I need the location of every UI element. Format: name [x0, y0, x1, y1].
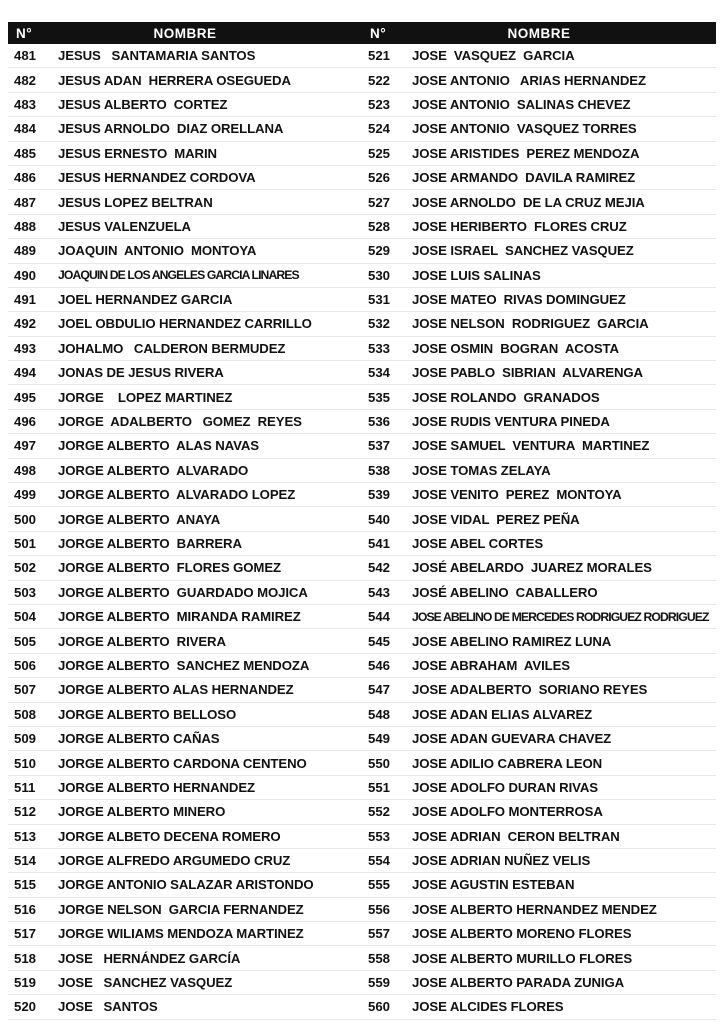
table-row	[8, 971, 362, 995]
row-number: 501	[14, 536, 37, 551]
row-name: JOSE ABRAHAM AVILES	[412, 657, 570, 673]
row-number: 544	[368, 609, 391, 625]
row-number: 516	[14, 901, 37, 917]
table-row	[362, 654, 716, 678]
row-name: JOHALMO CALDERON BERMUDEZ	[58, 340, 286, 356]
table-row	[362, 312, 716, 336]
row-name: JORGE LOPEZ MARTINEZ	[58, 389, 233, 405]
left-rows	[8, 44, 362, 1020]
table-header	[362, 22, 716, 44]
row-number: 531	[368, 292, 391, 308]
table-row	[362, 239, 716, 263]
row-name: JOSE ABELINO DE MERCEDES RODRIGUEZ RODRIGUEZ	[412, 609, 709, 624]
row-number: 490	[14, 267, 37, 283]
row-name: JOSE ADOLFO MONTERROSA	[412, 804, 603, 820]
row-name: JORGE ALBERTO SANCHEZ MENDOZA	[58, 657, 310, 673]
table-row	[8, 776, 362, 800]
row-name: JOSE ARNOLDO DE LA CRUZ MEJIA	[412, 194, 645, 210]
row-number: 530	[368, 267, 391, 283]
row-number: 514	[14, 853, 37, 869]
row-number: 541	[368, 536, 391, 551]
row-number: 526	[368, 170, 391, 186]
table-row	[8, 385, 362, 409]
table-row	[8, 678, 362, 702]
row-number: 506	[14, 657, 37, 673]
table-row	[8, 312, 362, 336]
table-row	[8, 995, 362, 1019]
row-name: JOSE ALBERTO MURILLO FLORES	[412, 950, 633, 966]
row-name: JOSE ISRAEL SANCHEZ VASQUEZ	[412, 243, 634, 259]
table-row	[8, 507, 362, 531]
row-name: JORGE ADALBERTO GOMEZ REYES	[58, 414, 302, 430]
row-number: 539	[368, 487, 391, 503]
row-number: 489	[14, 243, 37, 259]
row-name: JORGE ALBERTO GUARDADO MOJICA	[58, 584, 308, 600]
table-row	[8, 581, 362, 605]
row-number: 498	[14, 462, 37, 478]
table-row	[362, 873, 716, 897]
row-number: 559	[368, 975, 391, 991]
number-header: N°	[370, 25, 387, 41]
row-number: 553	[368, 828, 391, 844]
table-row	[8, 459, 362, 483]
row-number: 537	[368, 438, 391, 454]
row-number: 503	[14, 584, 37, 600]
row-number: 520	[14, 999, 37, 1015]
table-row	[362, 751, 716, 775]
row-number: 521	[368, 48, 391, 64]
row-number: 543	[368, 584, 391, 600]
row-name: JOSE ALBERTO PARADA ZUNIGA	[412, 975, 625, 991]
row-number: 500	[14, 511, 37, 527]
row-number: 534	[368, 365, 391, 381]
row-name: JOSE VIDAL PEREZ PEÑA	[412, 511, 580, 527]
table-row	[362, 727, 716, 751]
table-row	[362, 215, 716, 239]
row-number: 548	[368, 706, 391, 722]
table-row	[8, 44, 362, 68]
row-name: JOSE LUIS SALINAS	[412, 267, 541, 283]
table-row	[8, 434, 362, 458]
row-number: 551	[368, 779, 391, 795]
row-number: 483	[14, 96, 37, 112]
row-name: JOSE RUDIS VENTURA PINEDA	[412, 414, 610, 430]
row-number: 513	[14, 828, 37, 844]
row-name: JOSÉ ABELINO CABALLERO	[412, 584, 598, 600]
row-name: JORGE ALBERTO BARRERA	[58, 536, 242, 551]
row-name: JORGE ALBERTO RIVERA	[58, 633, 226, 649]
row-name: JOSE ANTONIO ARIAS HERNANDEZ	[412, 72, 646, 88]
table-row	[8, 703, 362, 727]
row-name: JORGE NELSON GARCIA FERNANDEZ	[58, 901, 304, 917]
row-name: JOSE ALBERTO MORENO FLORES	[412, 926, 632, 942]
table-row	[8, 117, 362, 141]
row-name: JOSE ARMANDO DAVILA RAMIREZ	[412, 170, 636, 186]
row-number: 556	[368, 901, 391, 917]
row-number: 495	[14, 389, 37, 405]
table-row	[8, 751, 362, 775]
right-column	[362, 22, 716, 1020]
table-row	[362, 434, 716, 458]
row-number: 486	[14, 170, 37, 186]
table-row	[8, 93, 362, 117]
row-number: 522	[368, 72, 391, 88]
table-row	[8, 142, 362, 166]
table-row	[362, 703, 716, 727]
table-row	[8, 483, 362, 507]
row-name: JESUS VALENZUELA	[58, 218, 191, 234]
row-number: 493	[14, 340, 37, 356]
row-number: 491	[14, 292, 37, 308]
row-name: JORGE ALBERTO FLORES GOMEZ	[58, 560, 281, 576]
table-row	[362, 629, 716, 653]
table-row	[362, 556, 716, 580]
row-name: JOSE ROLANDO GRANADOS	[412, 389, 600, 405]
table-row	[362, 849, 716, 873]
row-number: 517	[14, 926, 37, 942]
row-name: JOSE ADRIAN CERON BELTRAN	[412, 828, 620, 844]
row-number: 510	[14, 755, 37, 771]
table-row	[8, 898, 362, 922]
row-number: 515	[14, 877, 37, 893]
table-row	[362, 190, 716, 214]
table-row	[362, 337, 716, 361]
table-row	[8, 264, 362, 288]
table-row	[362, 800, 716, 824]
row-name: JOSÉ ABELARDO JUAREZ MORALES	[412, 560, 652, 576]
table-row	[8, 922, 362, 946]
row-number: 558	[368, 950, 391, 966]
table-row	[362, 922, 716, 946]
row-number: 487	[14, 194, 37, 210]
row-name: JESUS LOPEZ BELTRAN	[58, 194, 213, 210]
row-name: JORGE ALBERTO ALAS HERNANDEZ	[58, 682, 294, 698]
row-number: 542	[368, 560, 391, 576]
row-name: JORGE ALBERTO CARDONA CENTENO	[58, 755, 307, 771]
row-name: JOSE PABLO SIBRIAN ALVARENGA	[412, 365, 643, 381]
row-name: JORGE ALBERTO ANAYA	[58, 511, 221, 527]
table-row	[362, 142, 716, 166]
row-name: JONAS DE JESUS RIVERA	[58, 365, 224, 381]
row-number: 481	[14, 48, 37, 64]
row-number: 512	[14, 804, 37, 820]
row-name: JOSE AGUSTIN ESTEBAN	[412, 877, 575, 893]
row-name: JORGE ALBERTO ALAS NAVAS	[58, 438, 259, 454]
row-number: 492	[14, 316, 37, 332]
row-number: 557	[368, 926, 391, 942]
row-name: JORGE ALBERTO HERNANDEZ	[58, 779, 255, 795]
row-name: JOSE ADOLFO DURAN RIVAS	[412, 779, 599, 795]
row-name: JOSE ADAN GUEVARA CHAVEZ	[412, 731, 612, 747]
row-name: JOEL OBDULIO HERNANDEZ CARRILLO	[58, 316, 312, 332]
row-number: 485	[14, 145, 37, 161]
row-name: JORGE ALBERTO ALVARADO	[58, 462, 249, 478]
row-number: 507	[14, 682, 37, 698]
table-row	[362, 898, 716, 922]
row-number: 488	[14, 218, 37, 234]
row-name: JOSE ADILIO CABRERA LEON	[412, 755, 603, 771]
table-row	[362, 288, 716, 312]
row-name: JOSE ALCIDES FLORES	[412, 999, 564, 1015]
row-number: 549	[368, 731, 391, 747]
row-name: JOAQUIN ANTONIO MONTOYA	[58, 243, 257, 259]
table-row	[8, 68, 362, 92]
row-name: JOSE HERIBERTO FLORES CRUZ	[412, 218, 627, 234]
row-name: JOAQUIN DE LOS ANGELES GARCIA LINARES	[58, 268, 299, 283]
row-name: JORGE ALBERTO MIRANDA RAMIREZ	[58, 609, 301, 625]
table-row	[362, 93, 716, 117]
row-number: 550	[368, 755, 391, 771]
row-name: JOSE HERNÁNDEZ GARCÍA	[58, 950, 241, 966]
row-number: 508	[14, 706, 37, 722]
row-number: 535	[368, 389, 391, 405]
table-row	[362, 946, 716, 970]
table-row	[362, 776, 716, 800]
table-row	[362, 385, 716, 409]
row-number: 511	[14, 779, 36, 795]
row-name: JOSE ADRIAN NUÑEZ VELIS	[412, 853, 591, 869]
row-number: 499	[14, 487, 37, 503]
row-number: 555	[368, 877, 391, 893]
row-number: 552	[368, 804, 391, 820]
row-name: JORGE ANTONIO SALAZAR ARISTONDO	[58, 877, 314, 893]
row-number: 547	[368, 682, 391, 698]
row-name: JOSE VASQUEZ GARCIA	[412, 48, 575, 64]
table-row	[8, 873, 362, 897]
row-number: 536	[368, 414, 391, 430]
row-name: JOSE ABEL CORTES	[412, 536, 544, 551]
row-number: 554	[368, 853, 391, 869]
row-name: JOSE ANTONIO VASQUEZ TORRES	[412, 121, 637, 137]
row-number: 524	[368, 121, 391, 137]
table-row	[362, 264, 716, 288]
row-name: JORGE ALBERTO MINERO	[58, 804, 226, 820]
row-number: 509	[14, 731, 37, 747]
row-name: JESUS ALBERTO CORTEZ	[58, 96, 228, 112]
table-row	[362, 459, 716, 483]
row-number: 502	[14, 560, 37, 576]
row-name: JOSE VENITO PEREZ MONTOYA	[412, 487, 622, 503]
row-number: 497	[14, 438, 37, 454]
row-number: 545	[368, 633, 391, 649]
row-name: JOSE SANTOS	[58, 999, 158, 1015]
row-number: 560	[368, 999, 391, 1015]
name-list-sheet	[8, 22, 716, 1020]
row-name: JOSE ALBERTO HERNANDEZ MENDEZ	[412, 901, 657, 917]
table-row	[8, 629, 362, 653]
row-number: 523	[368, 96, 391, 112]
row-name: JOSE SAMUEL VENTURA MARTINEZ	[412, 438, 650, 454]
row-name: JOSE NELSON RODRIGUEZ GARCIA	[412, 316, 649, 332]
table-row	[8, 166, 362, 190]
table-row	[362, 410, 716, 434]
table-row	[362, 971, 716, 995]
row-name: JOEL HERNANDEZ GARCIA	[58, 292, 233, 308]
row-number: 494	[14, 365, 37, 381]
row-name: JORGE ALBERTO BELLOSO	[58, 706, 237, 722]
name-header: NOMBRE	[153, 25, 217, 41]
table-row	[8, 361, 362, 385]
row-name: JORGE ALBERTO CAÑAS	[58, 731, 220, 747]
row-number: 528	[368, 218, 391, 234]
row-name: JESUS HERNANDEZ CORDOVA	[58, 170, 256, 186]
table-row	[8, 337, 362, 361]
table-row	[362, 483, 716, 507]
row-number: 518	[14, 950, 37, 966]
row-number: 484	[14, 121, 37, 137]
table-row	[8, 727, 362, 751]
row-number: 538	[368, 462, 391, 478]
table-row	[362, 507, 716, 531]
row-name: JOSE ADALBERTO SORIANO REYES	[412, 682, 648, 698]
left-column	[8, 22, 362, 1020]
row-name: JESUS SANTAMARIA SANTOS	[58, 48, 256, 64]
table-row	[8, 849, 362, 873]
row-number: 529	[368, 243, 391, 259]
row-number: 482	[14, 72, 37, 88]
table-row	[362, 117, 716, 141]
row-name: JOSE ARISTIDES PEREZ MENDOZA	[412, 145, 640, 161]
row-number: 496	[14, 414, 37, 430]
row-number: 519	[14, 975, 37, 991]
row-name: JORGE ALBETO DECENA ROMERO	[58, 828, 281, 844]
table-row	[362, 605, 716, 629]
row-name: JOSE ANTONIO SALINAS CHEVEZ	[412, 96, 631, 112]
row-name: JOSE ADAN ELIAS ALVAREZ	[412, 706, 593, 722]
table-header	[8, 22, 362, 44]
table-row	[8, 215, 362, 239]
row-name: JESUS ARNOLDO DIAZ ORELLANA	[58, 121, 284, 137]
table-row	[362, 44, 716, 68]
table-row	[8, 556, 362, 580]
row-name: JORGE WILIAMS MENDOZA MARTINEZ	[58, 926, 304, 942]
row-number: 525	[368, 145, 391, 161]
table-row	[362, 361, 716, 385]
table-row	[8, 410, 362, 434]
table-row	[362, 68, 716, 92]
table-row	[362, 678, 716, 702]
row-name: JOSE TOMAS ZELAYA	[412, 462, 551, 478]
row-name: JOSE MATEO RIVAS DOMINGUEZ	[412, 292, 626, 308]
table-row	[8, 532, 362, 556]
row-number: 532	[368, 316, 391, 332]
table-row	[8, 605, 362, 629]
row-name: JORGE ALBERTO ALVARADO LOPEZ	[58, 487, 296, 503]
table-row	[8, 825, 362, 849]
table-row	[8, 288, 362, 312]
table-row	[362, 825, 716, 849]
row-name: JOSE SANCHEZ VASQUEZ	[58, 975, 233, 991]
table-row	[8, 946, 362, 970]
row-name: JESUS ERNESTO MARIN	[58, 145, 217, 161]
row-name: JOSE OSMIN BOGRAN ACOSTA	[412, 340, 619, 356]
table-row	[362, 166, 716, 190]
table-row	[8, 800, 362, 824]
table-row	[362, 581, 716, 605]
row-number: 540	[368, 511, 391, 527]
right-rows	[362, 44, 716, 1020]
row-number: 504	[14, 609, 37, 625]
row-number: 527	[368, 194, 391, 210]
row-number: 505	[14, 633, 37, 649]
row-name: JOSE ABELINO RAMIREZ LUNA	[412, 633, 612, 649]
name-header: NOMBRE	[507, 25, 571, 41]
row-name: JORGE ALFREDO ARGUMEDO CRUZ	[58, 853, 291, 869]
row-number: 533	[368, 340, 391, 356]
table-row	[8, 190, 362, 214]
table-row	[362, 995, 716, 1019]
table-row	[362, 532, 716, 556]
row-number: 546	[368, 657, 391, 673]
number-header: N°	[16, 25, 33, 41]
row-name: JESUS ADAN HERRERA OSEGUEDA	[58, 72, 291, 88]
table-row	[8, 654, 362, 678]
table-row	[8, 239, 362, 263]
